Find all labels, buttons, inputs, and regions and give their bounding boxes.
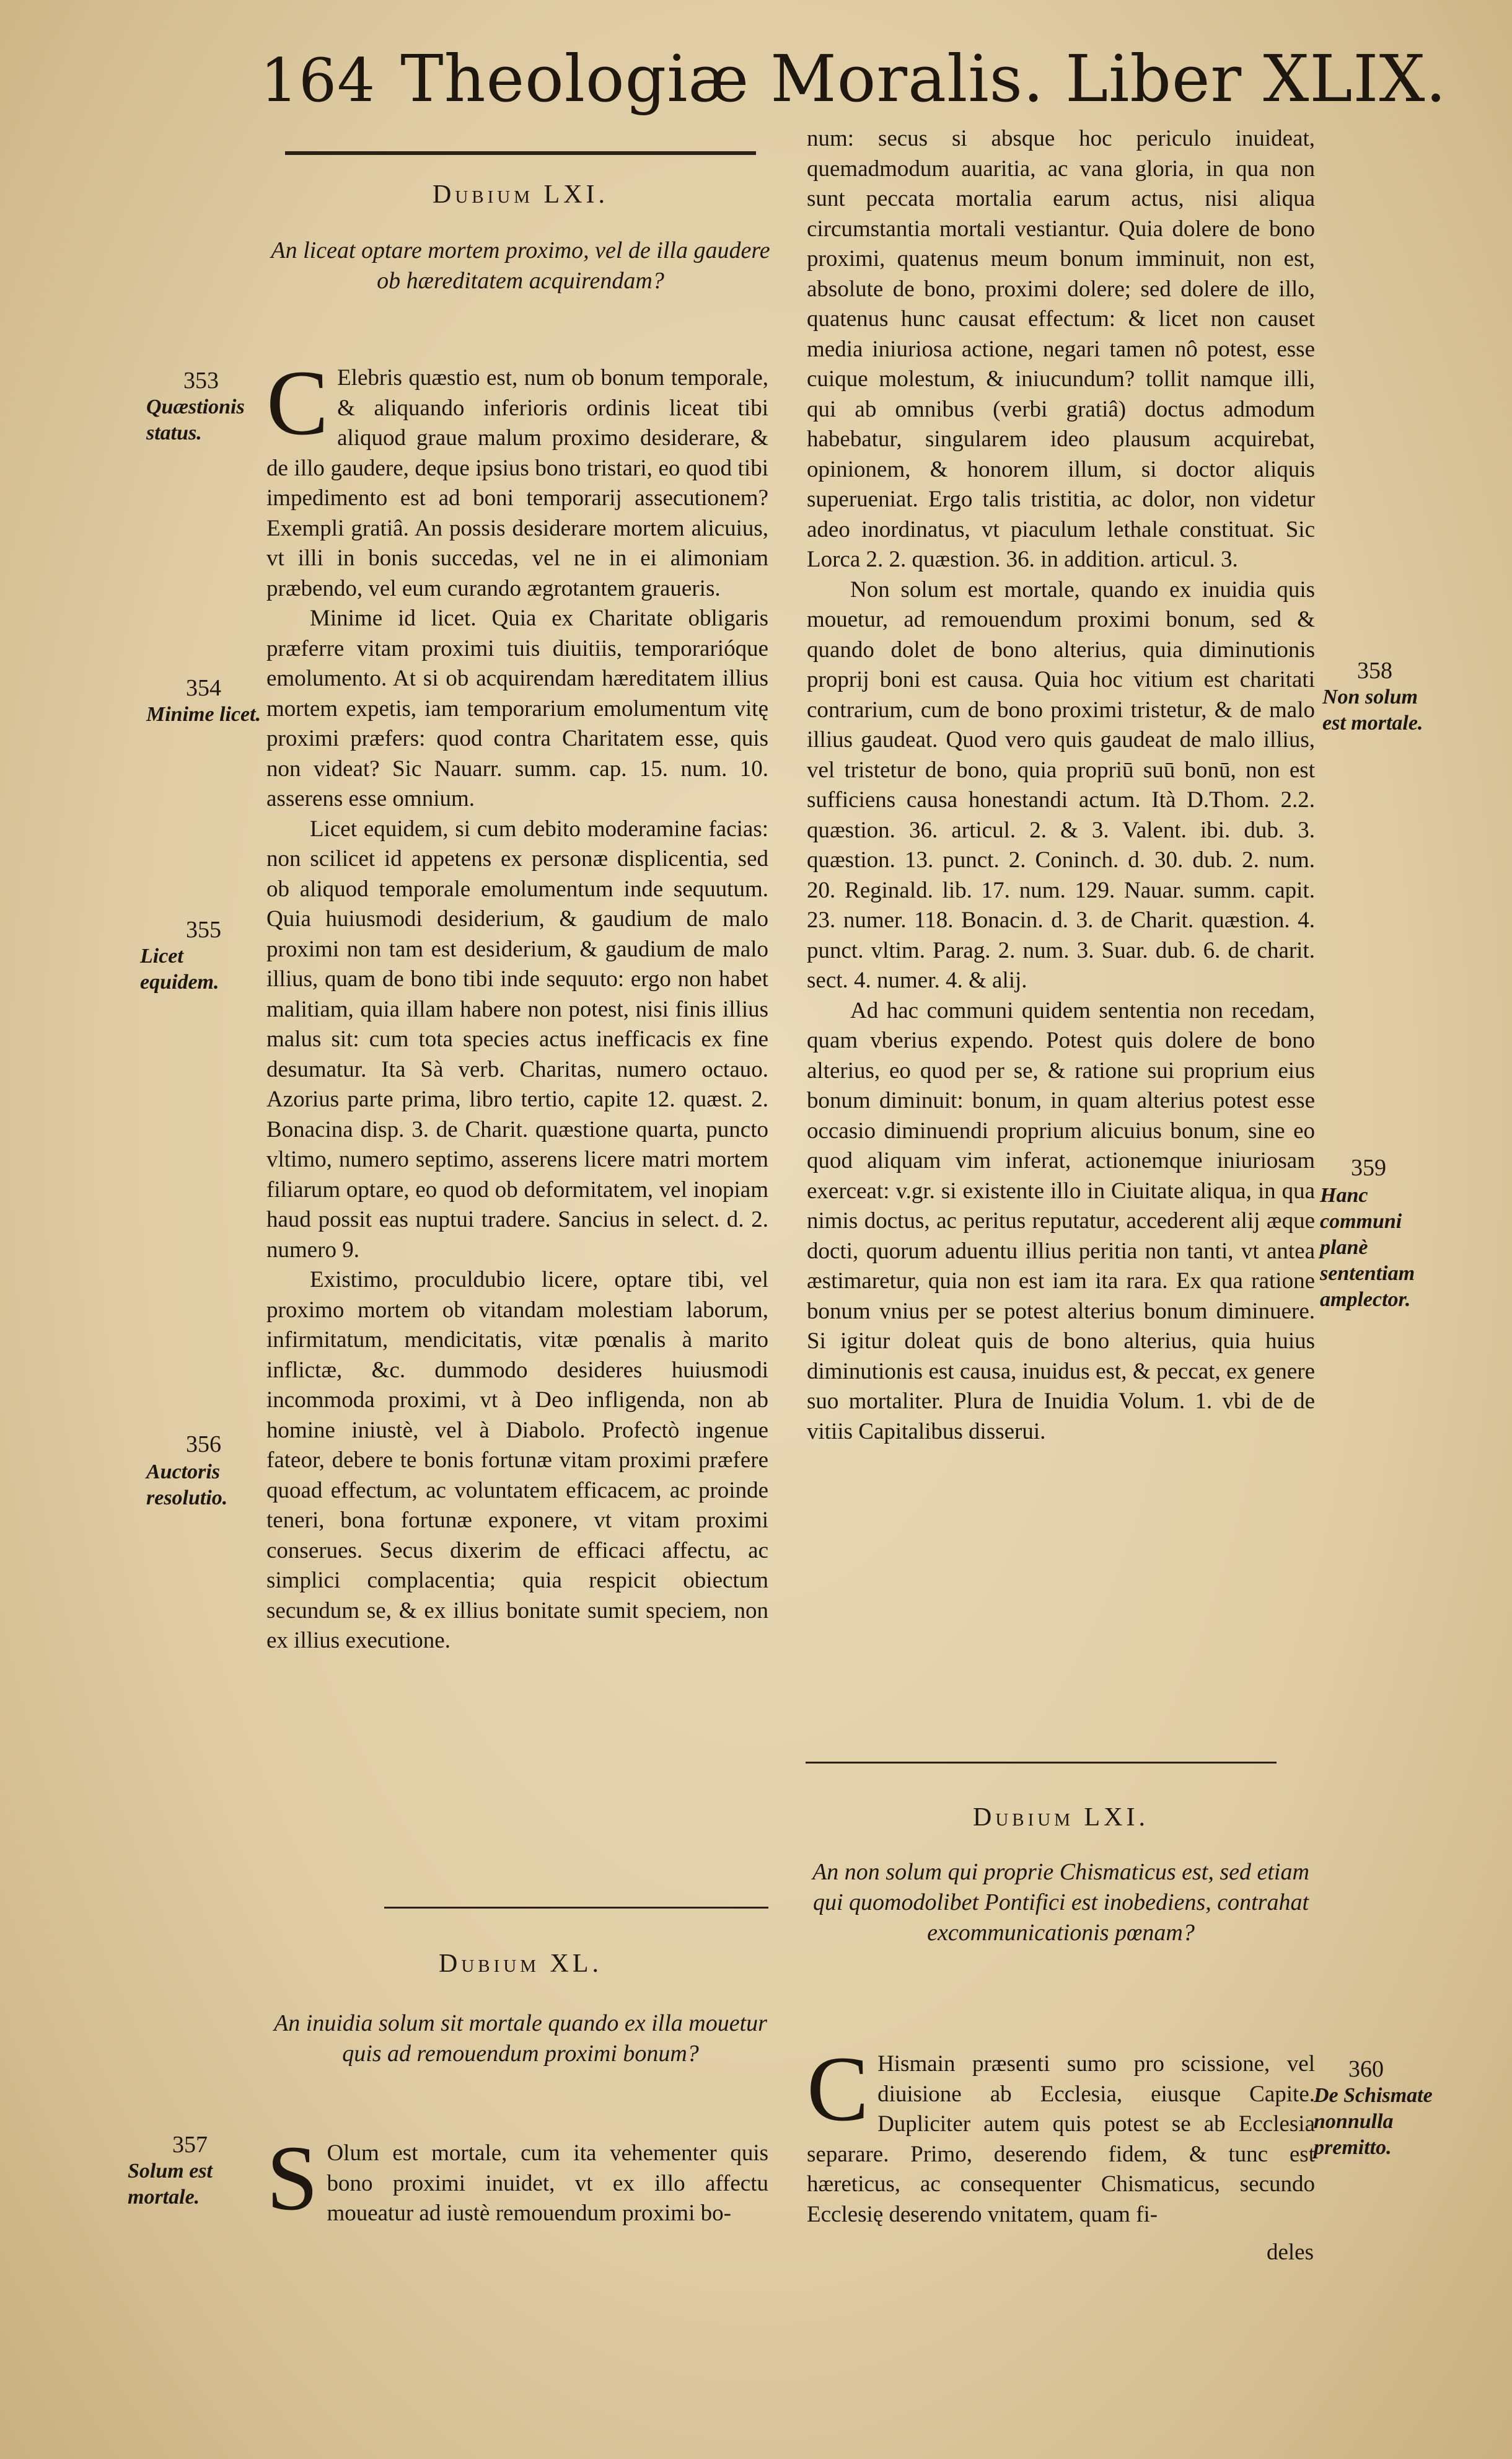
left-text-column [266,351,768,1656]
paragraph-356: Existimo, proculdubio licere, optare tibi, vel proximo mortem ob vitandam molestiam laborum, infirmitatum, mendicitatis, vitæ pœnalis à marito inflictæ, &c. dummodo desideres huiusmodi incommoda proximi, vt à Deo infligenda, non ab homine iniustè, vel à Diabolo. Profectò ingenue fateor, debere te bonis fortunæ vitam proximi præfere quoad effectum, ac voluntatem efficacem, ac proinde teneri, bona fortunæ exponere, vt vitam proximi conserues. Secus dixerim de efficaci affectu, ac simplici complacentia; quia respicit obiectum secundum se, & ex illius bonitate sumit speciem, non ex illius executione. [266,1267,768,1653]
right-text-column [807,124,1315,1447]
catchword: deles [1266,2240,1314,2265]
dubium-question: An inuidia solum sit mortale quando ex illa mouetur quis ad remouendum proximi bonum? [274,2010,767,2067]
dubium-61-question-block [260,236,781,296]
dubium-61b-heading-block [807,1803,1315,1832]
paragraph-353: C Elebris quæstio est, num ob bonum temporale, & aliquando inferioris ordinis liceat tibi aliquod graue malum proximo desiderare, & de illo gaudere, deque ipsius bono tristari, eo quod tibi impedimento est ad boni temporarij assecutionem? Exempli gratiâ. An possis desiderare mortem alicuius, vt illi in bonis succedas, vel ne in ei alimoniam præbendo, vel eum curando ægrotantem graueris. [266,351,768,601]
dubium-heading: Dubium LXI. [973,1803,1149,1832]
margin-number: 357 [172,2132,208,2158]
margin-note: Licet equidem. [140,945,219,994]
section-rule [806,1762,1277,1764]
margin-number: 354 [186,675,221,701]
drop-cap: S [266,2127,319,2230]
margin-number: 355 [186,917,221,943]
margin-note: De Schismate nonnulla premitto. [1314,2084,1433,2159]
margin-note: Solum est mortale. [128,2160,213,2209]
margin-note: Non solum est mortale. [1322,686,1423,735]
paragraph-358: Non solum est mortale, quando ex inuidia quis mouetur, ad remouendum proximi bonum, sed & quando dolet de bono alterius, quia diminutionis proprij boni est causa. Quia hoc vitium est charitati contrarium, cum de bono proximi tristetur, & de malo illius gaudeat. Quod vero quis gaudeat de malo illius, vel tristetur de bono, quia propriū suū bonū, non est sufficiens causa honestandi actum. Ità D.Thom. 2.2. quæstion. 36. articul. 2. & 3. Valent. ibi. dub. 3. quæstion. 13. punct. 2. Coninch. d. 30. dub. 2. num. 20. Reginald. lib. 17. num. 129. Nauar. summ. capit. 23. numer. 118. Bonacin. d. 3. de Charit. quæstion. 4. punct. vltim. Parag. 2. num. 3. Suar. dub. 6. de charit. sect. 4. numer. 4. & alij. [807,576,1315,993]
margin-note: Hanc communi planè sententiam amplector. [1320,1184,1415,1311]
drop-cap: C [266,351,329,454]
dubium-heading: Dubium LXI. [433,180,609,209]
drop-cap: C [807,2037,869,2140]
paragraph-357: S Olum est mortale, cum ita vehementer quis bono proximi inuidet, vt ex illo affectu moueatur ad iustè remouendum proximi bo- [266,2127,768,2230]
dubium-heading: Dubium XL. [439,1949,602,1978]
header-rule [285,151,756,155]
margin-number: 359 [1351,1155,1386,1181]
page-number: 164 [260,46,376,115]
margin-note: Minime licet. [146,703,262,726]
left-text-column-bottom [266,2127,768,2230]
paragraph-357-continued: num: secus si absque hoc periculo inuideat, quemadmodum auaritia, ac vana gloria, in qua non sunt peccata mortalia earum actus, nisi aliqua circumstantia mortali vestiantur. Quia dolere de bono proximi, quatenus meum bonum imminuit, non est, absolute de bono, proximi dolere; sed dolere de illo, quatenus hunc causat effectum: & licet non causet media iniuriosa actione, negari tamen nô potest, esse cuique molestum, & iniucundum? tollit namque illi, qui ab omnibus (verbi gratiâ) doctus admodum habebatur, singularem ideo plausum acquirebat, opinionem, & honorem illum, si doctor aliquis superueniat. Ergo talis tristitia, ac dolor, non videtur adeo inordinatus, vt piaculum lethale constituat. Sic Lorca 2. 2. quæstion. 36. in addition. articul. 3. [807,126,1315,572]
dubium-60-question-block [273,2008,768,2069]
paragraph-354: Minime id licet. Quia ex Charitate obligaris præferre vitam proximi tuis diuitiis, temporarióque emolumento. At si ob acquirendam hæreditatem illius mortem expetis, iam temporarium emolumentum vitę proximi præfers: quod contra Charitatem esse, quis non videat? Sic Nauarr. summ. cap. 15. num. 10. asserens esse omnium. [266,606,768,811]
dubium-61b-question-block [807,1857,1315,1948]
margin-number: 358 [1357,658,1392,684]
margin-number: 353 [183,368,219,394]
dubium-question: An liceat optare mortem proximo, vel de illa gaudere ob hæreditatem acquirendam? [271,237,770,294]
section-rule [384,1907,768,1909]
dubium-question: An non solum qui proprie Chismaticus est, sed etiam qui quomodolibet Pontifici est inobediens, contrahat excommunicationis pœnam? [812,1859,1309,1946]
margin-number: 360 [1348,2056,1384,2082]
running-title: Theologiæ Moralis. Liber XLIX. [400,41,1447,117]
margin-note: Quæstionis status. [146,395,245,444]
paragraph-360: C Hismain præsenti sumo pro scissione, vel diuisione ab Ecclesia, eiusque Capite. Dupliciter autem quis potest se ab Ecclesia separare. Primo, deserendo fidem, & tunc est hæreticus, ac consequenter Chismaticus, secundo Ecclesię deserendo vnitatem, quam fi- [807,2037,1315,2227]
dubium-61-heading-block [273,180,768,210]
paragraph-355: Licet equidem, si cum debito moderamine facias: non scilicet id appetens ex personæ displicentia, sed ob aliquod temporale emolumentum inde sequutum. Quia huiusmodi desiderium, & gaudium de malo proximi non tam est desiderium, & gaudium de malo illius, quam de bono tibi inde sequuto: ergo non habet malitiam, quia illam habere non potest, nisi finis illius malus sit: cum tota species actus inefficacis ex fine desumatur. Ita Sà verb. Charitas, numero octauo. Azorius parte prima, libro tertio, capite 12. quæst. 2. Bonacina disp. 3. de Charit. quæstione quarta, puncto vltimo, numero septimo, asserens licere matri mortem filiarum optare, eo quod ob deformitatem, vel inopiam haud possit eas nuptui tradere. Sancius in select. d. 2. numero 9. [266,816,768,1263]
right-text-column-bottom [807,2037,1315,2230]
running-header [260,38,1447,119]
margin-number: 356 [186,1431,221,1457]
paragraph-359: Ad hac communi quidem sententia non recedam, quam vberius expendo. Potest quis dolere de bono alterius, eo quod per se, & ratione sui proprium eius bonum diminuit: bonum, in quam alterius potest esse occasio diminuendi proprium alicuius bonum, sine eo quod aliquam vim inferat, actionemque iniuriosam exerceat: v.gr. si existente illo in Ciuitate aliqua, in qua nimis doctus, ac peritus reputatur, accederent alij æque docti, quorum aduentu illius peritia non tanti, vt antea æstimaretur, quia non est iam ita rara. Ex qua ratione bonum vnius per se potest alterius bonum diminuere. Si igitur doleat quis de bono alterius, quia huius diminutionis est causa, inuidus est, & peccat, ex genere suo mortaliter. Plura de Inuidia Volum. 1. vbi de de vitiis Capitalibus disserui. [807,997,1315,1444]
dubium-60-heading-block [273,1949,768,1979]
margin-note: Auctoris resolutio. [146,1460,228,1509]
